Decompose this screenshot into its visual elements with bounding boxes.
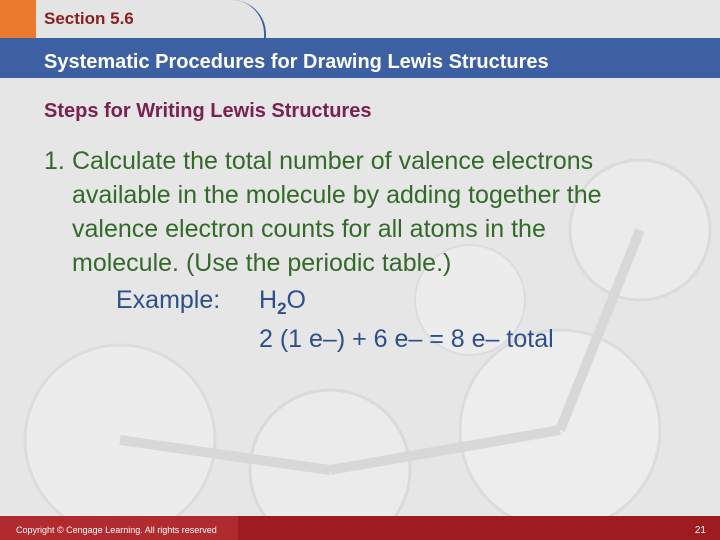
subheading: Steps for Writing Lewis Structures [44,100,372,122]
copyright-text: Copyright © Cengage Learning. All rights reserved [16,525,217,535]
electron-count-equation: 2 (1 e–) + 6 e– = 8 e– total [259,325,554,353]
step-line-4: molecule. (Use the periodic table.) [72,249,452,277]
formula-base: H [259,286,278,314]
step-line-2: available in the molecule by adding together the [72,181,602,209]
formula-subscript: 2 [277,299,287,318]
step-line-1: Calculate the total number of valence electrons [72,147,594,175]
page-number: 21 [694,525,706,536]
step-line-3: valence electron counts for all atoms in the [72,215,546,243]
accent-square [0,0,36,38]
example-label: Example: [116,286,221,314]
slide-title: Systematic Procedures for Drawing Lewis Structures [44,51,549,73]
step-number: 1. [44,147,65,175]
formula-suffix: O [286,286,306,314]
section-label: Section 5.6 [44,9,134,28]
example-formula [259,286,306,319]
